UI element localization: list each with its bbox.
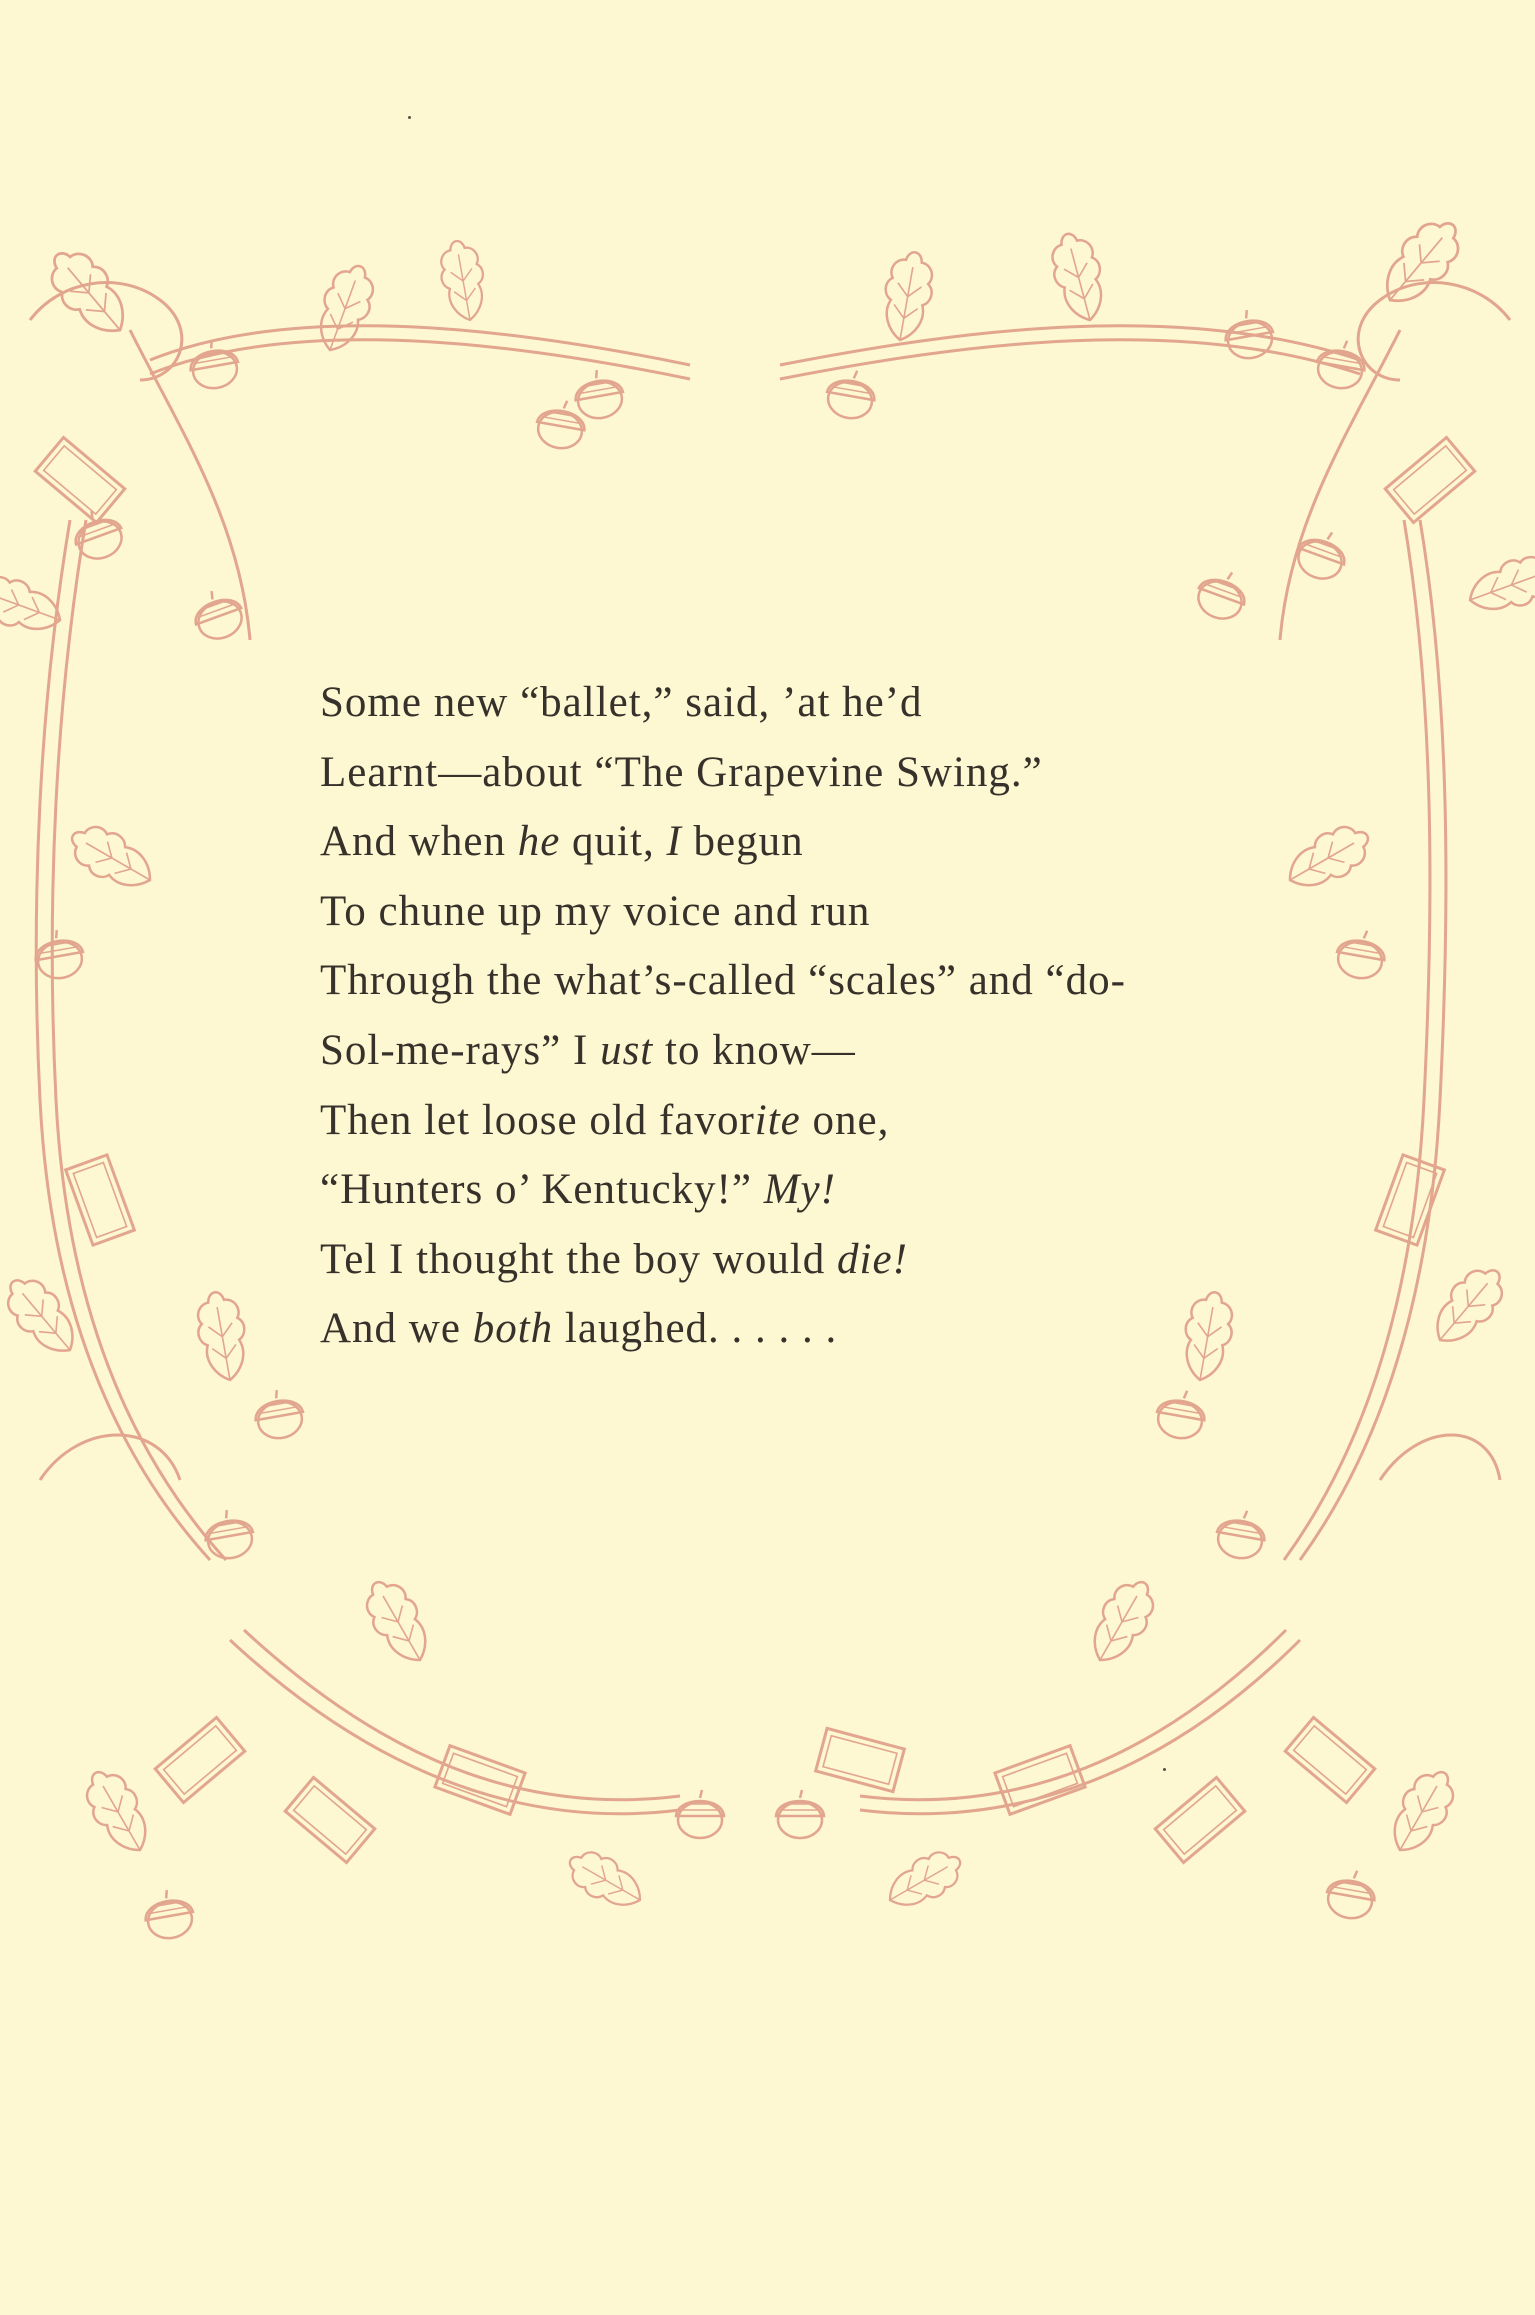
poem-text: Then let loose old favor [320,1096,755,1144]
poem-emphasis: die! [837,1235,908,1283]
stray-dot [408,116,411,119]
poem-text: to know— [653,1026,856,1074]
poem-text: laughed. . . . . . [553,1305,838,1353]
poem-text: Sol-me-rays” I [320,1026,601,1074]
poem-text: quit, [560,818,667,866]
poem-line [320,668,1320,738]
poem-text: begun [681,818,804,866]
poem-text: And we [320,1305,473,1353]
poem-text: Some new “ballet,” said, ’at he’d [320,679,923,726]
poem-text: Learnt—about “The Grapevine Swing.” [320,748,1043,796]
stray-dot [1163,1768,1166,1771]
poem-line [320,738,1320,808]
poem-text: Tel I thought the boy would [320,1235,838,1283]
poem-line [320,1225,1320,1295]
poem-text: To chune up my voice and run [320,887,871,935]
poem-emphasis: My! [763,1166,836,1214]
poem-emphasis: ust [600,1026,654,1074]
poem-text: And when [320,818,518,866]
poem-emphasis: I [666,818,682,866]
poem-line [320,1294,1320,1364]
poem-line [320,877,1320,947]
poem-text: one, [800,1096,890,1144]
poem-line [320,1155,1320,1225]
poem-emphasis: he [517,818,561,866]
poem-emphasis: ite [754,1096,801,1144]
poem-stanza [320,668,1320,1364]
poem-emphasis: both [472,1305,554,1353]
poem-text: Through the what’s-called “scales” and “do- [320,957,1126,1005]
poem-line [320,807,1320,877]
poem-line [320,1086,1320,1156]
poem-line [320,946,1320,1016]
poem-text: “Hunters o’ Kentucky!” [320,1166,764,1214]
poem-line [320,1016,1320,1086]
